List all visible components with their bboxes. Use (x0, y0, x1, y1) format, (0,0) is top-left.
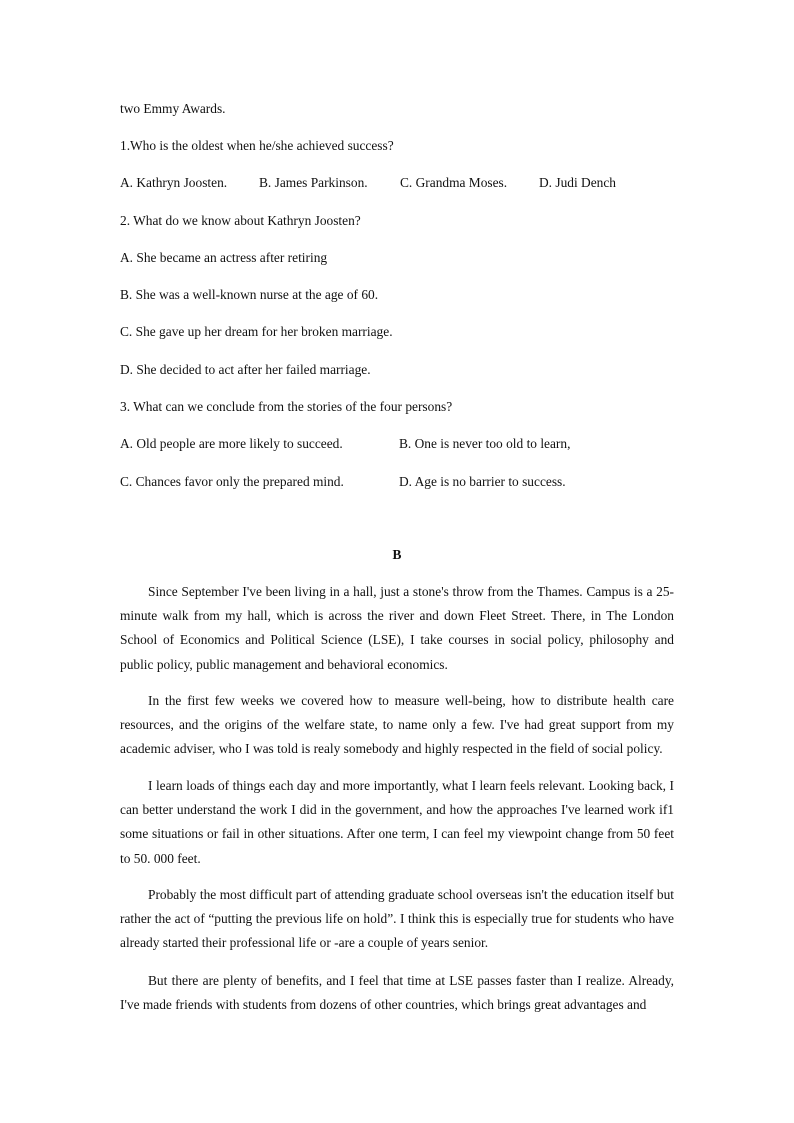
section-b-paragraph-1: Since September I've been living in a hall, just a stone's throw from the Thames. Campus is a 25-minute walk from my hall, which is across the river and down Fleet Street. There, in The London School of Economics and Political Science (LSE), I take courses in social policy, philosophy and public policy, public management and behavioral economics. (120, 584, 674, 672)
question-3-stem: 3. What can we conclude from the stories of the four persons? (120, 399, 453, 414)
intro-tail-text: two Emmy Awards. (120, 101, 226, 116)
question-1-stem: 1.Who is the oldest when he/she achieved success? (120, 138, 394, 153)
question-1-option-b: B. James Parkinson. (259, 175, 368, 190)
section-b-paragraph-3: I learn loads of things each day and more importantly, what I learn feels relevant. Looking back, I can better understand the work I did in the government, and how the approaches I've learned work if1 some situations or fail in other situations. After one term, I can feel my viewpoint change from 50 feet to 50. 000 feet. (120, 778, 674, 866)
question-3-option-b: B. One is never too old to learn, (399, 436, 571, 451)
section-b-paragraph-4: Probably the most difficult part of attending graduate school overseas isn't the education itself but rather the act of “putting the previous life on hold”. I think this is especially true for students who have already started their professional life or -are a couple of years senior. (120, 887, 674, 951)
question-2-option-c: C. She gave up her dream for her broken marriage. (120, 324, 393, 339)
question-1-option-a: A. Kathryn Joosten. (120, 175, 228, 190)
question-2-stem: 2. What do we know about Kathryn Joosten? (120, 213, 361, 228)
question-1-option-d: D. Judi Dench (539, 175, 616, 190)
question-3-option-d: D. Age is no barrier to success. (399, 474, 566, 489)
question-2-option-b: B. She was a well-known nurse at the age of 60. (120, 287, 379, 302)
question-2-option-d: D. She decided to act after her failed marriage. (120, 362, 371, 377)
question-3-option-c: C. Chances favor only the prepared mind. (120, 474, 344, 489)
question-3-option-a: A. Old people are more likely to succeed. (120, 436, 343, 451)
question-2-option-a: A. She became an actress after retiring (120, 250, 328, 265)
section-b-paragraph-5: But there are plenty of benefits, and I feel that time at LSE passes faster than I realize. Already, I've made friends with students from dozens of other countries, which brings great advantages and (120, 973, 674, 1013)
question-1-option-c: C. Grandma Moses. (400, 175, 508, 190)
section-b-paragraph-2: In the first few weeks we covered how to measure well-being, how to distribute health care resources, and the origins of the welfare state, to name only a few. I've had great support from my academic adviser, who I was told is realy somebody and highly respected in the field of social policy. (120, 693, 674, 757)
section-b-heading: B (392, 547, 402, 562)
